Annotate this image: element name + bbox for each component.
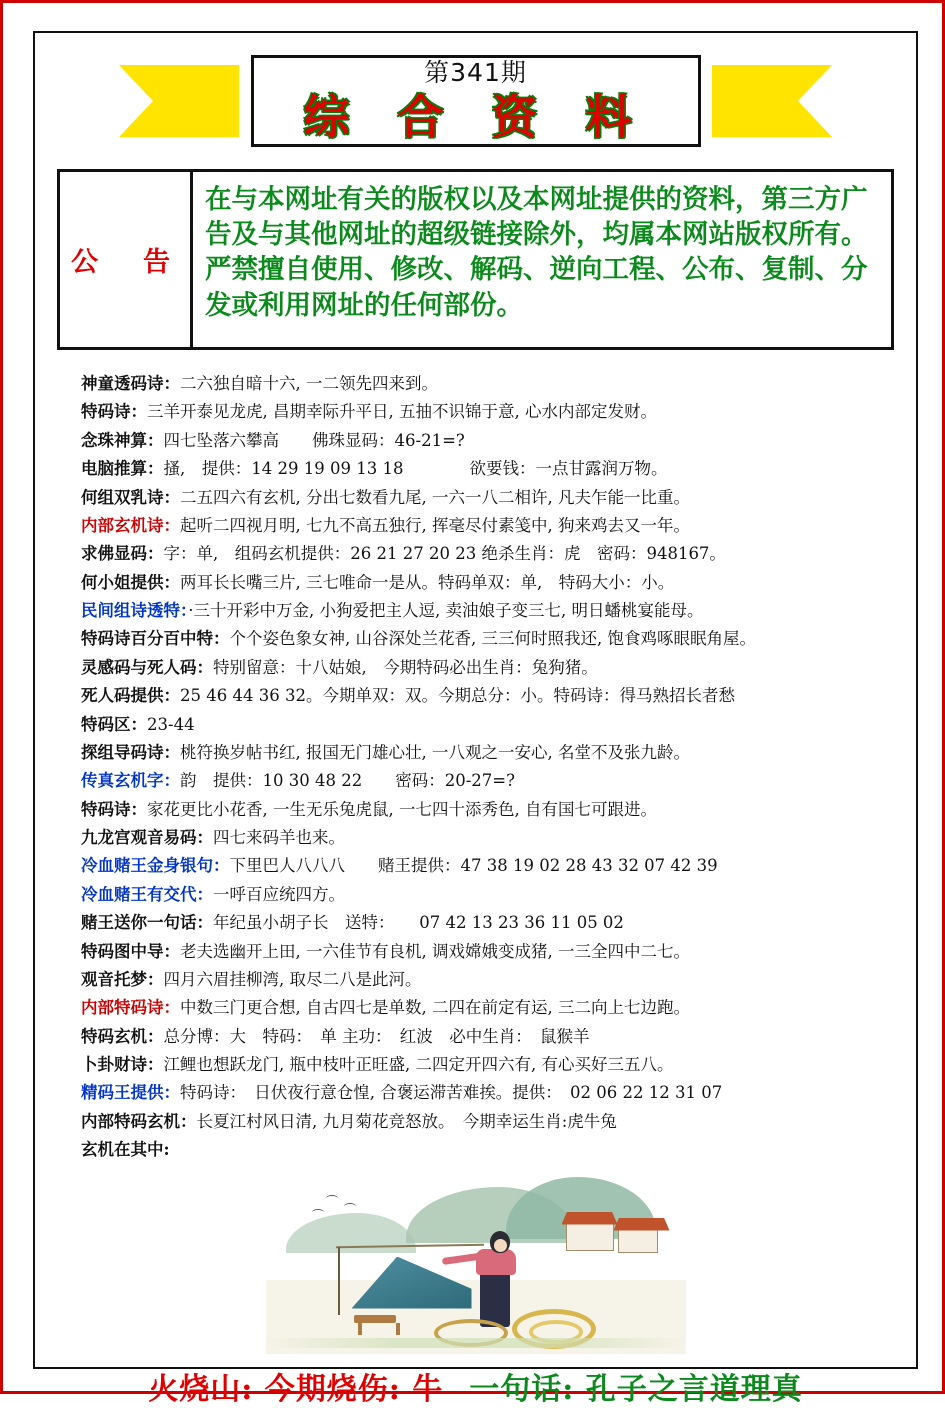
content-line: [81, 767, 874, 795]
poster-inner-frame: [33, 31, 918, 1407]
content-line: [81, 739, 874, 767]
content-line: [81, 966, 874, 994]
content-line: [81, 881, 874, 909]
content-line: [81, 370, 874, 398]
line-text: 中数三门更合想, 自古四七是单数, 二四在前定有运, 三二向上七边跑。: [180, 998, 690, 1018]
house-icon: [618, 1229, 658, 1253]
line-text: 总分博：大 特码： 单 主功： 红波 必中生肖： 鼠猴羊: [163, 1026, 590, 1046]
line-label: 灵感码与死人码：: [81, 657, 213, 677]
line-text: 长夏江村风日清, 九月菊花竞怒放。 今期幸运生肖:虎牛兔: [196, 1111, 617, 1131]
line-text: 特别留意：十八姑娘, 今期特码必出生肖：兔狗猪。: [213, 657, 598, 677]
content-line: [81, 427, 874, 455]
line-text: 25 46 44 36 32。今期单双：双。今期总分：小。特码诗：得马熟招长者愁: [180, 686, 735, 706]
content-line: [81, 909, 874, 937]
line-text: 下里巴人八八八 赌王提供：47 38 19 02 28 43 32 07 42 39: [229, 856, 718, 876]
content-line: [81, 1079, 874, 1107]
line-text: 23-44: [147, 714, 195, 734]
line-text: 二五四六有玄机, 分出七数看九尾, 一六一八二相许, 凡夫乍能一比重。: [180, 487, 690, 507]
line-text: 年纪虽小胡子长 送特： 07 42 13 23 36 11 05 02: [213, 913, 624, 933]
line-label: 内部特码诗：: [81, 998, 180, 1018]
line-text: 二六独自暗十六, 一二领先四来到。: [180, 374, 438, 393]
page-title: 综 合 资 料: [303, 90, 648, 144]
line-label: 内部玄机诗：: [81, 515, 180, 535]
line-text: 起听二四视月明, 七九不高五独行, 挥毫尽付素笺中, 狗来鸡去又一年。: [180, 515, 690, 535]
line-label: 特码图中导：: [81, 941, 180, 961]
notice-label: 公 告: [60, 172, 193, 347]
line-text: ·三十开彩中万金, 小狗爱把主人逗, 卖油娘子变三七, 明日蟠桃宴能母。: [188, 601, 704, 620]
content-line: [81, 938, 874, 966]
line-label: 冷血赌王金身银句：: [81, 856, 230, 876]
line-text: 家花更比小花香, 一生无乐兔虎鼠, 一七四十添秀色, 自有国七可跟进。: [147, 799, 657, 819]
content-line: [81, 1108, 874, 1136]
bird-icon: [312, 1209, 324, 1216]
line-text: 老夫选幽开上田, 一六佳节有良机, 调戏嫦娥变成猪, 一三全四中二七。: [180, 941, 690, 961]
issue-number: 第341期: [424, 58, 527, 87]
content-line: [81, 711, 874, 739]
line-label: 特码区：: [81, 714, 147, 734]
content-line: [81, 682, 874, 710]
content-line: [81, 796, 874, 824]
line-label: 神童透码诗：: [81, 374, 180, 393]
line-label: 死人码提供：: [81, 686, 180, 706]
pole-icon: [338, 1247, 340, 1315]
line-label: 念珠神算：: [81, 430, 164, 450]
content-line: [81, 540, 874, 568]
line-label: 传真玄机字：: [81, 771, 180, 791]
line-label: 特码诗：: [81, 402, 147, 422]
line-text: 韵 提供：10 30 48 22 密码：20-27=?: [180, 771, 515, 791]
line-text: 两耳长长嘴三片, 三七唯命一是从。特码单双：单, 特码大小：小。: [180, 572, 675, 592]
line-text: 江鲤也想跃龙门, 瓶中枝叶正旺盛, 二四定开四六有, 有心买好三五八。: [163, 1055, 674, 1074]
line-text: 四七坠落六攀高 佛珠显码：46-21=?: [163, 430, 465, 450]
stool-icon: [354, 1315, 396, 1323]
content-line: [81, 1136, 874, 1164]
content-line: [81, 994, 874, 1022]
house-icon: [566, 1223, 614, 1251]
line-label: 玄机在其中:: [81, 1140, 170, 1160]
illustration-wrapper: [35, 1169, 916, 1354]
content-line: [81, 1051, 874, 1079]
line-text: 一呼百应统四方。: [213, 884, 345, 904]
line-label: 精码王提供：: [81, 1083, 180, 1103]
footer-right-text: 一句话: 孔子之言道理真: [469, 1371, 803, 1407]
content-line: [81, 512, 874, 540]
content-line: [81, 852, 874, 880]
line-label: 何组双乳诗：: [81, 487, 180, 507]
content-line: [81, 484, 874, 512]
line-text: 三羊开泰见龙虎, 昌期幸际升平日, 五抽不识锦于意, 心水内部定发财。: [147, 402, 657, 422]
line-label: 冷血赌王有交代：: [81, 884, 213, 904]
line-label: 何小姐提供：: [81, 572, 180, 592]
content-line: [81, 824, 874, 852]
content-line: [81, 569, 874, 597]
line-text: 四七来码羊也来。: [213, 828, 345, 847]
footer-bar: [35, 1364, 916, 1408]
line-label: 内部特码玄机：: [81, 1111, 197, 1131]
line-label: 求佛显码：: [81, 544, 164, 564]
content-lines: [35, 370, 916, 1165]
line-text: 桃符换岁帖书红, 报国无门雄心壮, 一八观之一安心, 名堂不及张九龄。: [180, 742, 690, 762]
content-line: [81, 654, 874, 682]
line-text: 搔, 提供：14 29 19 09 13 18 欲要钱：一点甘露润万物。: [163, 459, 668, 479]
content-line: [81, 398, 874, 426]
content-line: [81, 455, 874, 483]
line-text: 个个姿色象女神, 山谷深处兰花香, 三三何时照我还, 饱食鸡啄眼眠角屋。: [229, 629, 756, 649]
line-label: 电脑推算：: [81, 459, 164, 479]
header-banner: [45, 47, 906, 155]
notice-text: 在与本网址有关的版权以及本网址提供的资料，第三方广告及与其他网址的超级链接除外，均属本网站版权所有。严禁擅自使用、修改、解码、逆向工程、公布、复制、分发或利用网址的任何部份。: [205, 184, 868, 321]
bird-icon: [326, 1195, 338, 1202]
line-label: 探组导码诗：: [81, 742, 180, 762]
line-text: 四月六眉挂柳湾, 取尽二八是此河。: [163, 969, 422, 989]
line-label: 特码诗百分百中特：: [81, 629, 230, 649]
content-line: [81, 625, 874, 653]
line-text: 字：单, 组码玄机提供：26 21 27 20 23 绝杀生肖：虎 密码：948167。: [163, 544, 726, 564]
content-line: [81, 597, 874, 625]
line-label: 民间组诗透特：: [81, 601, 189, 620]
line-text: 特码诗： 日伏夜行意仓惶, 合褒运滞苦难挨。提供： 02 06 22 12 31 07: [180, 1083, 723, 1103]
person-face: [494, 1239, 507, 1252]
line-label: 九龙宫观音易码：: [81, 828, 213, 847]
illustration-painting: [266, 1169, 686, 1354]
footer-left-text: 火烧山: 今期烧伤: 牛: [148, 1371, 444, 1407]
line-label: 特码诗：: [81, 799, 147, 819]
content-line: [81, 1023, 874, 1051]
line-label: 观音托梦：: [81, 969, 164, 989]
grass-strip: [266, 1338, 686, 1348]
line-label: 特码玄机：: [81, 1026, 164, 1046]
line-label: 卜卦财诗：: [81, 1055, 164, 1074]
notice-box: [57, 169, 894, 350]
line-label: 赌王送你一句话：: [81, 913, 213, 933]
bird-icon: [344, 1203, 356, 1210]
